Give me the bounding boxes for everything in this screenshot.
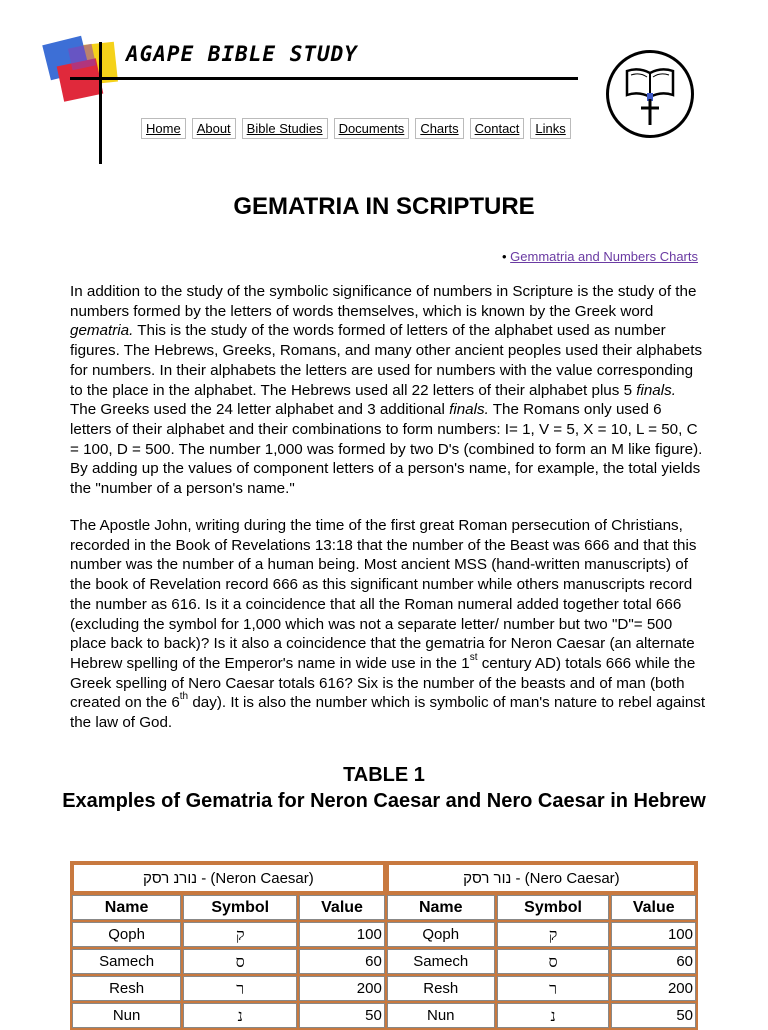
- open-bible-cross-icon-graphic: [609, 53, 691, 135]
- nav-about[interactable]: About: [192, 118, 236, 139]
- letter-value: 60: [611, 949, 696, 974]
- letter-value: 200: [611, 976, 696, 1001]
- p2-text-c: day). It is also the number which is symbolic of man's nature to rebel against the law of God.: [70, 694, 706, 732]
- p1-text-a: In addition to the study of the symbolic significance of numbers in Scripture is the study of the numbers formed by the letters of words themselves, which is known by the Greek word: [70, 283, 697, 320]
- main-nav: [141, 118, 571, 139]
- p1-text-e: The Greeks used the 24 letter alphabet and 3 additional: [70, 401, 450, 419]
- p2-text-b: century AD) totals 666 while the Greek spelling of Nero Caesar totals 616? Six is the number of the beasts and of man (both created on the 6: [70, 654, 696, 712]
- letter-value: 100: [611, 922, 696, 947]
- letter-symbol: נ: [183, 1003, 297, 1028]
- table-title: [0, 762, 768, 814]
- nav-contact[interactable]: Contact: [470, 118, 525, 139]
- left-group-header: נורנ רסק - (Neron Caesar): [72, 863, 385, 893]
- col-value-left: Value: [299, 895, 385, 920]
- nav-home[interactable]: Home: [141, 118, 186, 139]
- letter-name: Resh: [72, 976, 181, 1001]
- col-symbol-right: Symbol: [497, 895, 610, 920]
- side-link-container: [502, 249, 698, 264]
- letter-value: 50: [611, 1003, 696, 1028]
- nav-bible-studies[interactable]: Bible Studies: [242, 118, 328, 139]
- p1-italic-finals-2: finals.: [449, 401, 489, 419]
- letter-symbol: ס: [183, 949, 297, 974]
- bullet: •: [501, 249, 507, 264]
- table-number: TABLE 1: [343, 764, 425, 786]
- col-name-left: Name: [72, 895, 181, 920]
- letter-name: Resh: [387, 976, 495, 1001]
- letter-symbol: ק: [497, 922, 610, 947]
- p1-text-c: This is the study of the words formed of letters of the alphabet used as number figures. The Hebrews, Greeks, Romans, and many other ancient peoples used their alphabets for numbers. In their alphabets the letters are used for numbers with the value corresponding to the place in the alphabet. The Hebrews used all 22 letters of their alphabet plus 5: [70, 322, 703, 399]
- gematria-charts-link[interactable]: Gemmatria and Numbers Charts: [510, 249, 698, 264]
- p2-text-a: The Apostle John, writing during the time of the first great Roman persecution of Christians, recorded in the Book of Revelations 13:18 that the number of the Beast was 666 and that this number was the number of a human being. Most ancient MSS (hand-written manuscripts) of the book of Revelation record 666 as this significant number while others manuscripts record the number as 616. Is it a coincidence that all the Roman numeral added together total 666 (excluding the symbol for 1,000 which was not a separate letter/ number but two "D"= 500 place back to back)? Is it also a coincidence that the gematria for Neron Caesar (an alternate Hebrew spelling of the Emperor's name in wide use in the 1: [70, 517, 697, 672]
- header-vertical-rule: [99, 42, 102, 164]
- header-horizontal-rule: [70, 77, 578, 80]
- table-caption: Examples of Gematria for Neron Caesar and Nero Caesar in Hebrew: [62, 790, 706, 812]
- p2-sup-th: th: [179, 691, 189, 703]
- right-group-header: נור רסק - (Nero Caesar): [387, 863, 696, 893]
- letter-value: 60: [299, 949, 385, 974]
- col-name-right: Name: [387, 895, 495, 920]
- table-row: [72, 949, 696, 974]
- gematria-table: [70, 861, 698, 1030]
- letter-value: 100: [299, 922, 385, 947]
- letter-symbol: נ: [497, 1003, 610, 1028]
- p1-italic-finals: finals.: [636, 381, 676, 399]
- letter-value: 200: [299, 976, 385, 1001]
- letter-symbol: ר: [497, 976, 610, 1001]
- nav-documents[interactable]: Documents: [334, 118, 410, 139]
- site-title[interactable]: AGAPE BIBLE STUDY: [126, 42, 358, 66]
- table-row: [72, 922, 696, 947]
- letter-symbol: ק: [183, 922, 297, 947]
- nav-links[interactable]: Links: [530, 118, 570, 139]
- table-row: [72, 1003, 696, 1028]
- letter-name: Samech: [72, 949, 181, 974]
- letter-name: Nun: [387, 1003, 495, 1028]
- letter-name: Nun: [72, 1003, 181, 1028]
- nav-charts[interactable]: Charts: [415, 118, 463, 139]
- letter-symbol: ס: [497, 949, 610, 974]
- letter-symbol: ר: [183, 976, 297, 1001]
- p1-text-g: The Romans only used 6 letters of their alphabet and their combinations to form numbers: I= 1, V = 5, X = 10, L = 50, C = 100, D = 500. The number 1,000 was formed by two D's (combined to form an M like figure). By adding up the values of component letters of a person's name, for example, the total yields the "number of a person's name.": [70, 401, 703, 498]
- apostle-john-paragraph: [70, 516, 706, 733]
- letter-name: Samech: [387, 949, 495, 974]
- letter-name: Qoph: [72, 922, 181, 947]
- col-value-right: Value: [611, 895, 696, 920]
- col-symbol-left: Symbol: [183, 895, 297, 920]
- p2-sup-st: st: [469, 651, 478, 663]
- p1-italic-gematria: gematria.: [70, 322, 134, 340]
- letter-name: Qoph: [387, 922, 495, 947]
- open-bible-cross-icon[interactable]: [606, 50, 694, 138]
- letter-value: 50: [299, 1003, 385, 1028]
- table-row: [72, 976, 696, 1001]
- intro-paragraph: [70, 282, 706, 499]
- page-title: GEMATRIA IN SCRIPTURE: [233, 193, 535, 220]
